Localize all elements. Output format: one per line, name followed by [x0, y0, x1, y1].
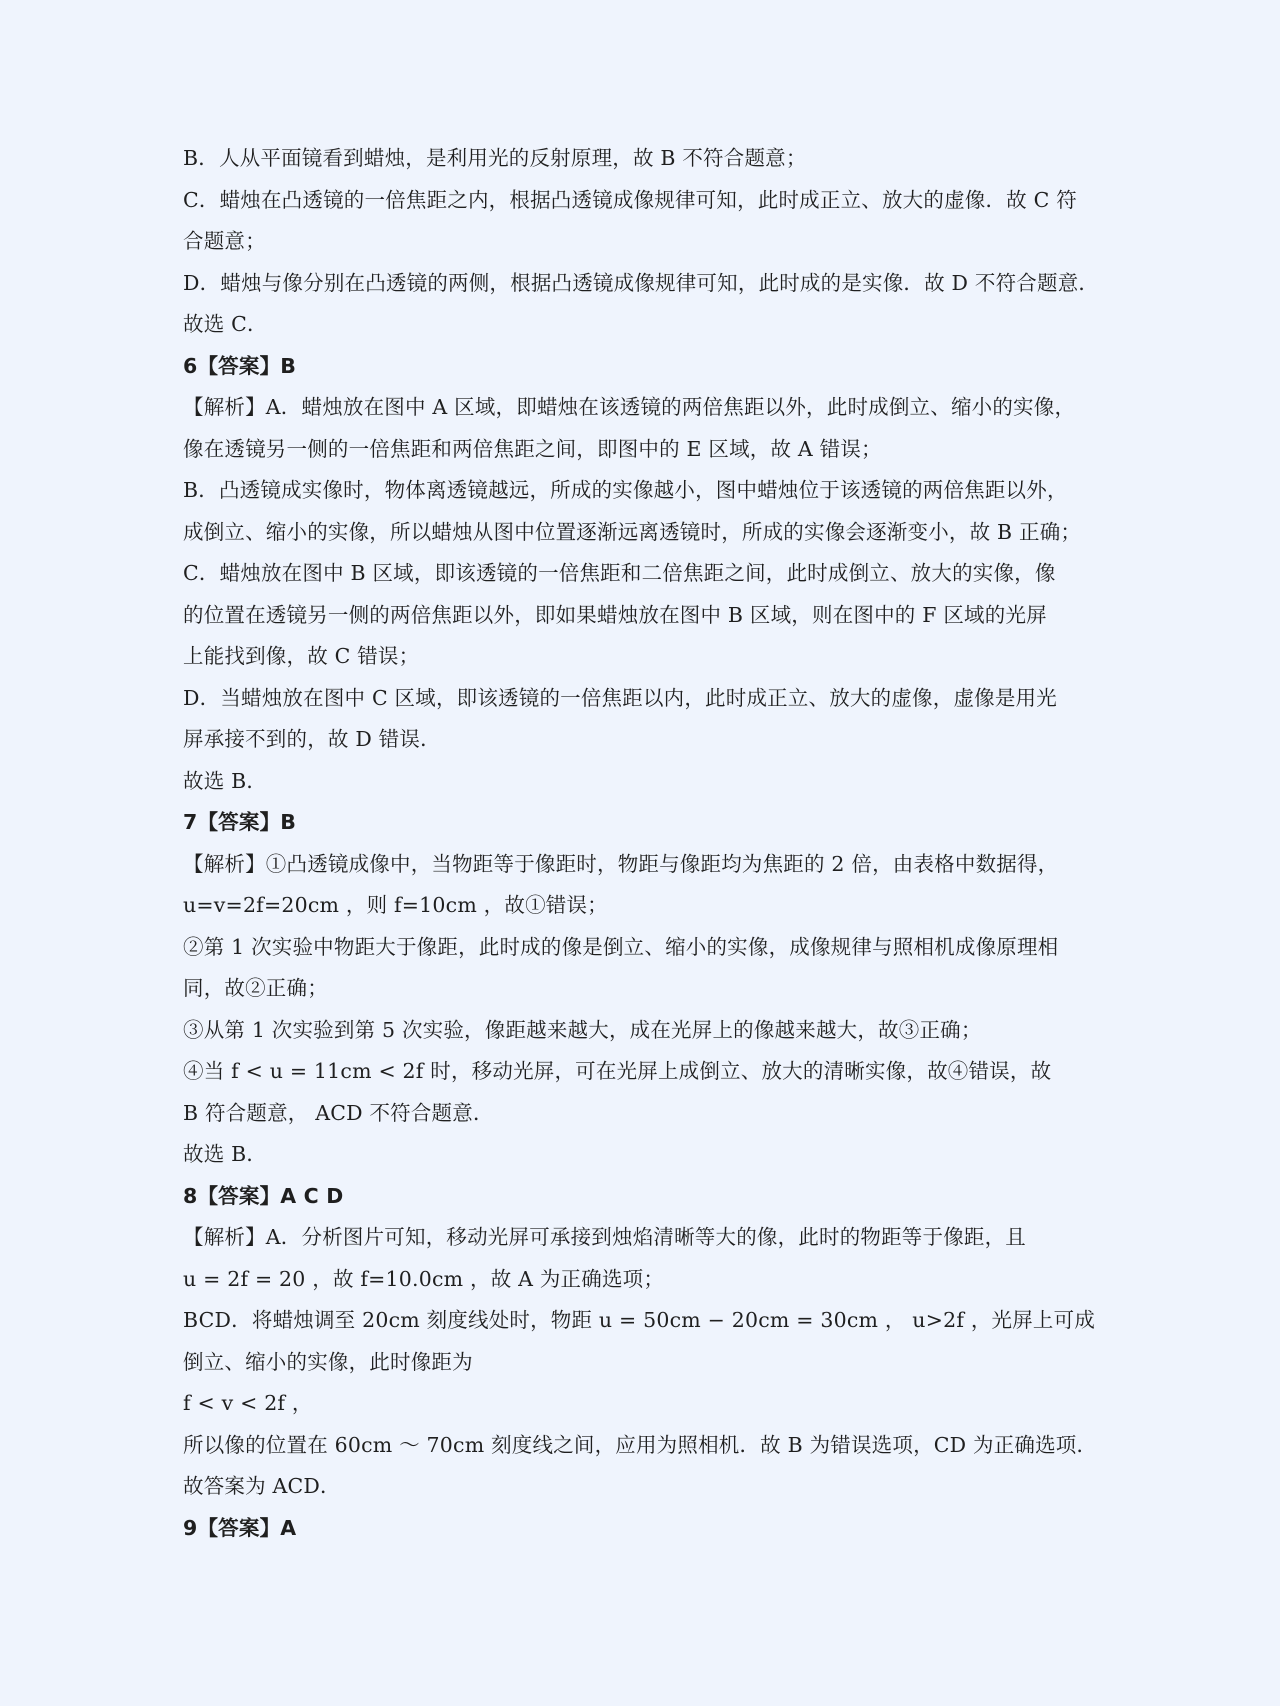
- text-line: 【解析】①凸透镜成像中，当物距等于像距时，物距与像距均为焦距的 2 倍，由表格中数据得，: [183, 851, 1059, 876]
- text-line: 【解析】A．分析图片可知，移动光屏可承接到烛焰清晰等大的像，此时的物距等于像距，且: [183, 1225, 1027, 1249]
- text-line: C．蜡烛在凸透镜的一倍焦距之内，根据凸透镜成像规律可知，此时成正立、放大的虚像．故 C 符: [183, 187, 1077, 212]
- text-line: 故选 C．: [183, 312, 268, 336]
- text-line: ②第 1 次实验中物距大于像距，此时成的像是倒立、缩小的实像，成像规律与照相机成像原理相: [183, 934, 1059, 959]
- text-line: 像在透镜另一侧的一倍焦距和两倍焦距之间，即图中的 E 区域，故 A 错误；: [183, 436, 882, 461]
- text-line: B 符合题意， ACD 不符合题意．: [183, 1100, 494, 1125]
- answer-heading-6: 6【答案】B: [183, 353, 297, 378]
- text-line: 上能找到像，故 C 错误；: [183, 644, 420, 668]
- text-line: B．人从平面镜看到蜡烛，是利用光的反射原理，故 B 不符合题意；: [183, 146, 807, 170]
- text-line: 合题意；: [183, 229, 266, 253]
- text-line: 所以像的位置在 60cm ～ 70cm 刻度线之间，应用为照相机．故 B 为错误选项，CD 为正确选项．: [183, 1432, 1098, 1457]
- math-line: u = 2f = 20 ，故 f=10.0cm ，故 A 为正确选项；: [183, 1266, 665, 1291]
- text-line: D．当蜡烛放在图中 C 区域，即该透镜的一倍焦距以内，此时成正立、放大的虚像，虚像是用光: [183, 685, 1057, 710]
- text-line: 【解析】A．蜡烛放在图中 A 区域，即蜡烛在该透镜的两倍焦距以外，此时成倒立、缩小的实像，: [183, 395, 1076, 419]
- math-line: u=v=2f=20cm ，则 f=10cm ，故①错误；: [183, 893, 608, 917]
- text-line: D．蜡烛与像分别在凸透镜的两侧，根据凸透镜成像规律可知，此时成的是实像．故 D 不符合题意．: [183, 270, 1100, 295]
- text-line: ③从第 1 次实验到第 5 次实验，像距越来越大，成在光屏上的像越来越大，故③正确；: [183, 1017, 982, 1042]
- text-line: 同，故②正确；: [183, 976, 328, 1000]
- text-line: ④当 f < u = 11cm < 2f 时，移动光屏，可在光屏上成倒立、放大的清晰实像，故④错误，故: [183, 1059, 1052, 1083]
- math-line: f < v < 2f ，: [183, 1391, 313, 1415]
- text-line: 倒立、缩小的实像，此时像距为: [183, 1349, 473, 1374]
- text-line: 屏承接不到的，故 D 错误．: [183, 727, 441, 751]
- text-line: BCD．将蜡烛调至 20cm 刻度线处时，物距 u = 50cm − 20cm = 30cm ， u>2f ，光屏上可成: [183, 1308, 1096, 1332]
- text-line: 故选 B．: [183, 1142, 268, 1166]
- text-line: 的位置在透镜另一侧的两倍焦距以外，即如果蜡烛放在图中 B 区域，则在图中的 F 区域的光屏: [183, 602, 1047, 627]
- answer-heading-7: 7【答案】B: [183, 810, 297, 834]
- answer-heading-8: 8【答案】A C D: [183, 1183, 344, 1208]
- answer-heading-9: 9【答案】A: [183, 1515, 297, 1540]
- text-line: B．凸透镜成实像时，物体离透镜越远，所成的实像越小，图中蜡烛位于该透镜的两倍焦距以外，: [183, 478, 1068, 502]
- text-line: 故选 B．: [183, 768, 268, 793]
- text-line: C．蜡烛放在图中 B 区域，即该透镜的一倍焦距和二倍焦距之间，此时成倒立、放大的实像，像: [183, 561, 1056, 585]
- answer-document: [183, 138, 1113, 1549]
- text-line: 故答案为 ACD．: [183, 1474, 341, 1498]
- text-line: 成倒立、缩小的实像，所以蜡烛从图中位置逐渐远离透镜时，所成的实像会逐渐变小，故 B 正确；: [183, 519, 1082, 544]
